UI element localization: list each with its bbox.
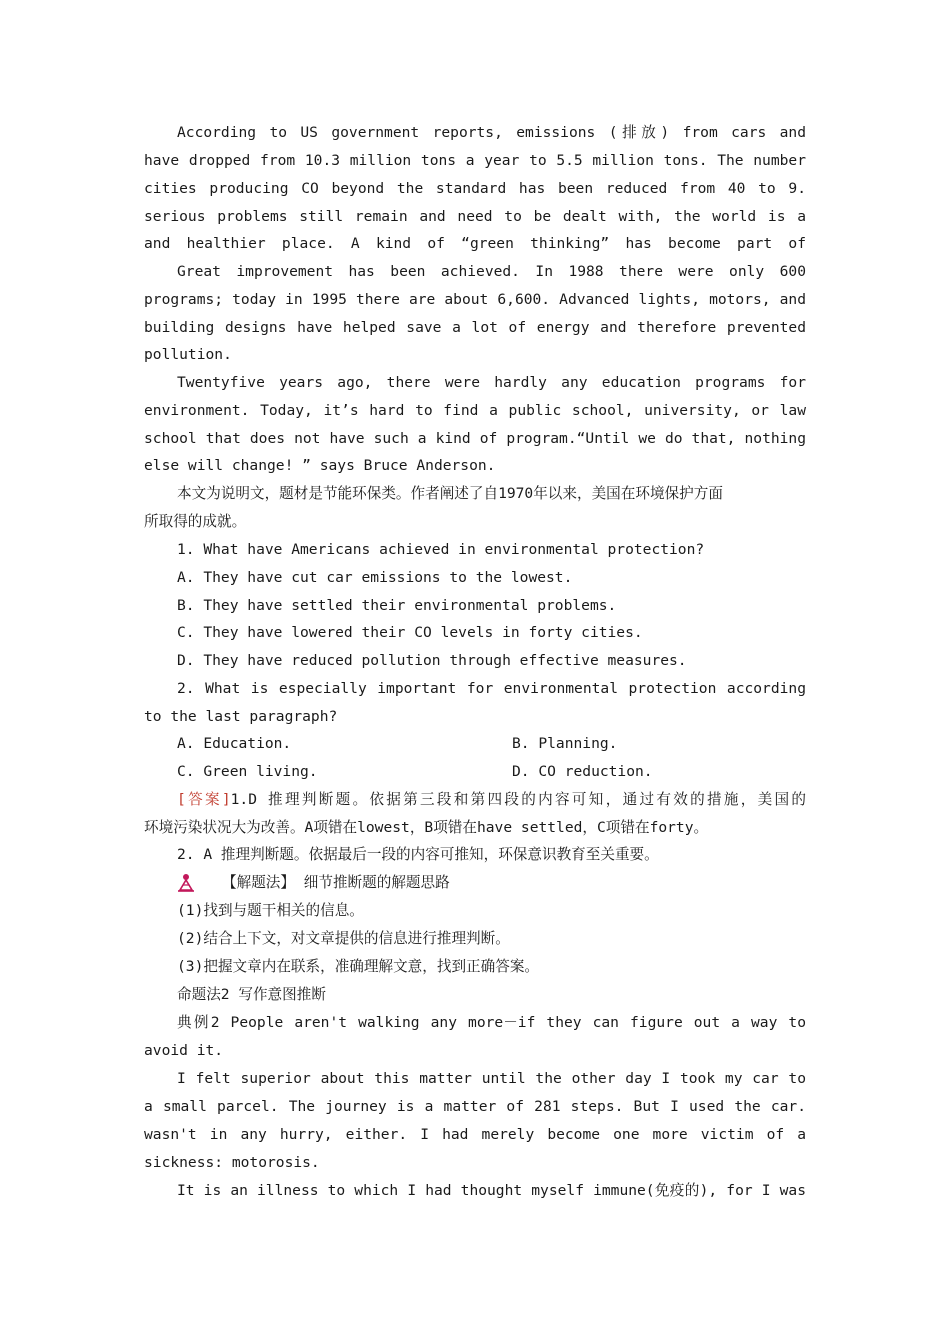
passage-line: programs; today in 1995 there are about 6,600. Advanced lights, motors, and: [144, 291, 806, 308]
passage-line: pollution.: [144, 346, 232, 363]
question-1-stem: 1. What have Americans achieved in environmental protection?: [177, 541, 705, 558]
passage-line: environment. Today, it’s hard to find a public school, university, or law: [144, 402, 806, 419]
passage-line: have dropped from 10.3 million tons a year to 5.5 million tons. The number: [144, 152, 806, 169]
question-2-stem: 2. What is especially important for environmental protection according: [177, 680, 806, 697]
passage-line: else will change! ” says Bruce Anderson.: [144, 457, 496, 474]
passage2-line: sickness: motorosis.: [144, 1154, 320, 1171]
answer-line-1: [177, 788, 806, 812]
tip-person-icon: [176, 873, 196, 893]
method-step: (3)把握文章内在联系，准确理解文意，找到正确答案。: [177, 958, 540, 975]
passage2-line: wasn't in any hurry, either. I had merely become one more victim of a: [144, 1126, 806, 1143]
method-heading: 【解题法】 细节推断题的解题思路: [222, 874, 450, 891]
answer-text: 1.D 推理判断题。依据第三段和第四段的内容可知，通过有效的措施，美国的: [230, 791, 806, 808]
summary-line: 所取得的成就。: [144, 513, 247, 530]
passage-line: According to US government reports, emissions (排放) from cars and: [177, 124, 806, 141]
question-2-option-d: D. CO reduction.: [512, 763, 653, 780]
passage-line: cities producing CO beyond the standard has been reduced from 40 to 9.: [144, 180, 806, 197]
question-2-option-c: C. Green living.: [177, 763, 318, 780]
answer-line-3: 2. A 推理判断题。依据最后一段的内容可推知，环保意识教育至关重要。: [177, 846, 659, 863]
example-line-cont: avoid it.: [144, 1042, 224, 1059]
passage-line: Great improvement has been achieved. In 1988 there were only 600: [177, 263, 806, 280]
question-1-option-d: D. They have reduced pollution through effective measures.: [177, 652, 687, 669]
passage-line: and healthier place. A kind of “green thinking” has become part of: [144, 235, 806, 252]
method-step: (2)结合上下文，对文章提供的信息进行推理判断。: [177, 930, 510, 947]
passage2-line: I felt superior about this matter until the other day I took my car to: [177, 1070, 806, 1087]
question-2-stem-cont: to the last paragraph?: [144, 708, 338, 725]
answer-tag: [答案]: [177, 791, 231, 808]
question-2-options-row-1: [177, 732, 806, 756]
passage-line: building designs have helped save a lot of energy and therefore prevented: [144, 319, 806, 336]
question-1-option-a: A. They have cut car emissions to the lowest.: [177, 569, 573, 586]
passage2-line: It is an illness to which I had thought myself immune(免疫的), for I was: [177, 1182, 806, 1199]
section-heading: 命题法2 写作意图推断: [177, 986, 326, 1003]
method-step: (1)找到与题干相关的信息。: [177, 902, 364, 919]
question-1-option-b: B. They have settled their environmental problems.: [177, 597, 617, 614]
passage-line: Twentyfive years ago, there were hardly any education programs for: [177, 374, 806, 391]
question-2-option-b: B. Planning.: [512, 735, 618, 752]
example-line: 典例2 People aren't walking any more－if they can figure out a way to: [177, 1014, 806, 1031]
question-2-option-a: A. Education.: [177, 735, 292, 752]
summary-line: 本文为说明文，题材是节能环保类。作者阐述了自1970年以来，美国在环境保护方面: [177, 485, 723, 502]
passage2-line: a small parcel. The journey is a matter of 281 steps. But I used the car.: [144, 1098, 806, 1115]
passage-line: school that does not have such a kind of program.“Until we do that, nothing: [144, 430, 806, 447]
question-1-option-c: C. They have lowered their CO levels in forty cities.: [177, 624, 643, 641]
passage-line: serious problems still remain and need to be dealt with, the world is a: [144, 208, 806, 225]
question-2-options-row-2: [177, 760, 806, 784]
answer-line-2: 环境污染状况大为改善。A项错在lowest，B项错在have settled，C项错在forty。: [144, 819, 709, 836]
